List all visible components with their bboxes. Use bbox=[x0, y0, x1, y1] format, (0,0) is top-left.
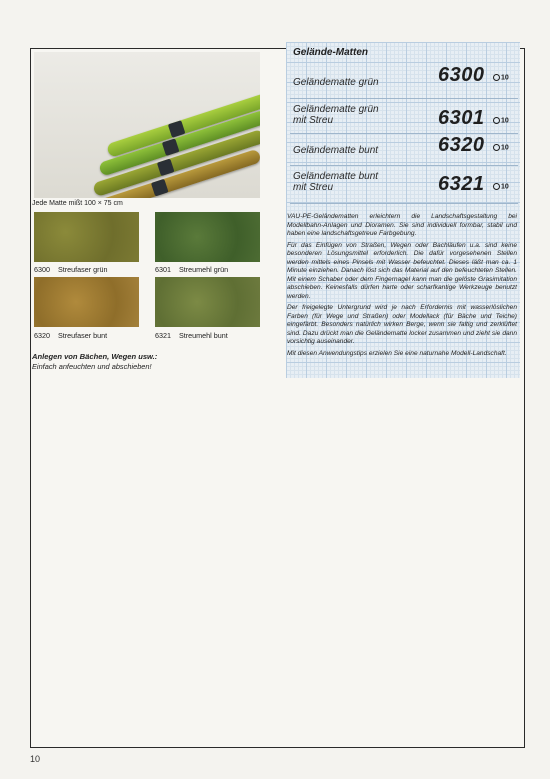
product-suffix-6321: 10 bbox=[493, 183, 509, 190]
swatch-6320 bbox=[34, 277, 139, 327]
paragraph: Der freigelegte Untergrund wird je nach Erfordernis mit wasserlöslichen Farben (für Wege und Straßen) oder Modellack (für Bäche und Teiche) eingefärbt. Besonders natürlich wirken Berge, wenn sie faltig und zerklüftet sind. Dazu drückt man die Geländematte locker zusammen und zieht sie dann vorsichtig auseinander. bbox=[287, 304, 517, 345]
paragraph: Für das Einfügen von Straßen, Wegen oder Bachläufen u.a. sind keine besonderen Lösungsmittel erforderlich. Die dafür vorgesehenen Stellen werden mittels eines Pinsels mit Wasser befeuchtet. Dieses läßt man ca. 1 Minute einziehen. Danach löst sich das Material auf den befeuchteten Stellen. Mit einem Schaber oder dem Fingernagel kann man die gelöste Grasimitation abschieben. Keinesfalls dürfen harte oder scharfkantige Werkzeuge benutzt werden. bbox=[287, 241, 517, 300]
product-suffix-6300: 10 bbox=[493, 74, 509, 81]
ring-icon bbox=[493, 74, 500, 81]
swatch-label-6301: 6301 Streumehl grün bbox=[155, 265, 229, 274]
product-name-6321: Geländematte bunt mit Streu bbox=[293, 171, 379, 193]
ring-icon bbox=[493, 117, 500, 124]
paragraph: Mit diesen Anwendungstips erzielen Sie eine naturnahe Modell-Landschaft. bbox=[287, 349, 507, 357]
product-number-6321: 6321 bbox=[438, 173, 485, 195]
product-number-6320: 6320 bbox=[438, 134, 485, 156]
description-text bbox=[287, 213, 517, 361]
product-name-6301: Geländematte grün mit Streu bbox=[293, 104, 379, 126]
swatch-6300 bbox=[34, 212, 139, 262]
product-name-6320: Geländematte bunt bbox=[293, 145, 379, 156]
page-number: 10 bbox=[30, 754, 41, 764]
swatch-label-6300: 6300 Streufaser grün bbox=[34, 265, 108, 274]
product-suffix-6320: 10 bbox=[493, 144, 509, 151]
swatch-6301 bbox=[155, 212, 260, 262]
paragraph: VAU-PE-Geländematten erleichtern die Landschaftsgestaltung bei Modellbahn-Anlagen und Dioramen. Sie sind individuell formbar, stabil und haben eine landschaftsgetreue Farbgebung. bbox=[287, 213, 517, 237]
ring-icon bbox=[493, 183, 500, 190]
product-photo-rolls bbox=[34, 52, 260, 198]
photo-caption: Jede Matte mißt 100 × 75 cm bbox=[32, 200, 123, 207]
swatch-6321 bbox=[155, 277, 260, 327]
product-number-6300: 6300 bbox=[438, 64, 485, 86]
ring-icon bbox=[493, 144, 500, 151]
product-suffix-6301: 10 bbox=[493, 117, 509, 124]
section-title: Gelände-Matten bbox=[293, 47, 369, 58]
note-text: Einfach anfeuchten und abschieben! bbox=[32, 362, 152, 371]
divider bbox=[290, 165, 518, 166]
note-title: Anlegen von Bächen, Wegen usw.: bbox=[32, 352, 158, 361]
product-name-6300: Geländematte grün bbox=[293, 77, 379, 88]
divider bbox=[290, 203, 518, 204]
swatch-label-6321: 6321 Streumehl bunt bbox=[155, 331, 228, 340]
divider bbox=[290, 98, 518, 99]
swatch-label-6320: 6320 Streufaser bunt bbox=[34, 331, 108, 340]
product-number-6301: 6301 bbox=[438, 107, 485, 129]
